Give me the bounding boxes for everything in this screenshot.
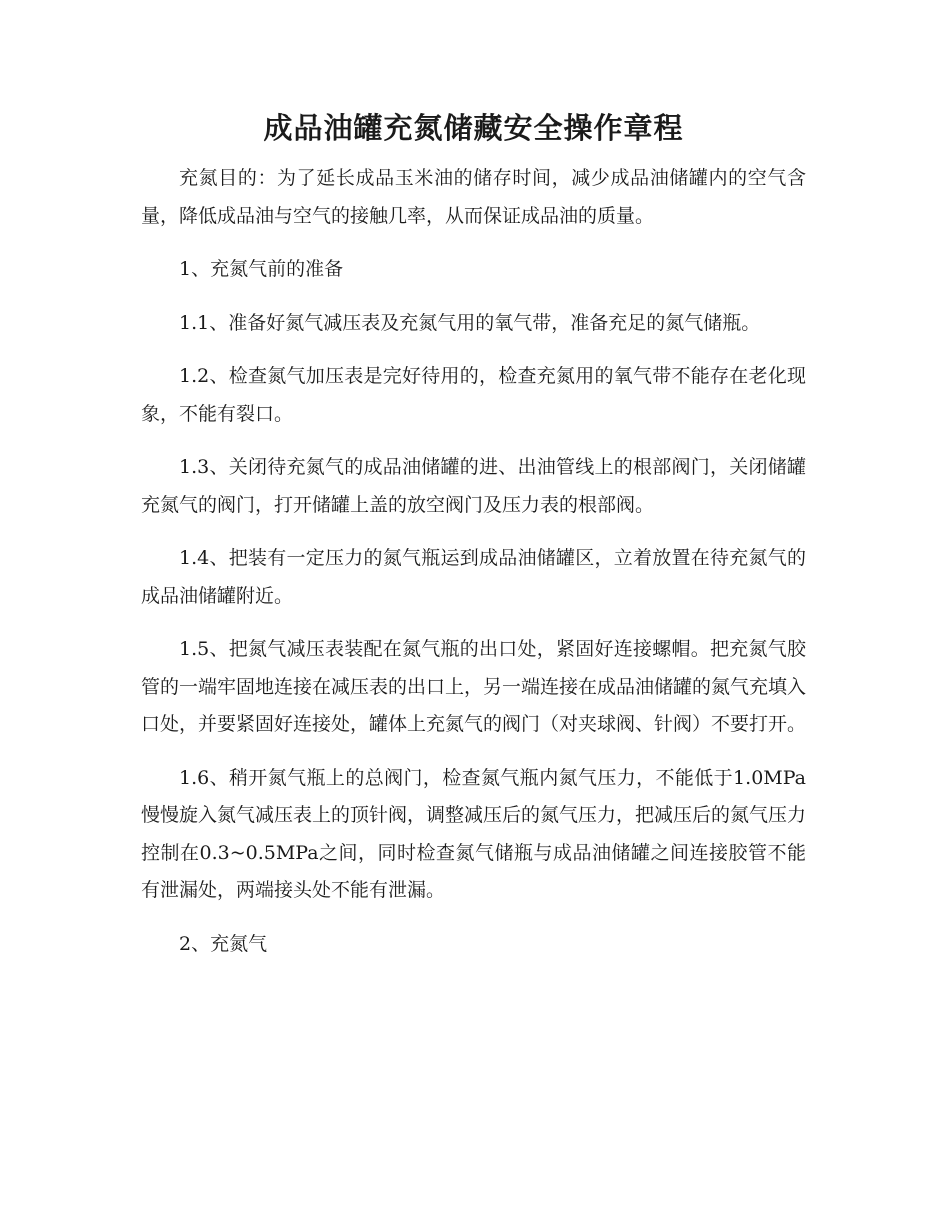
document-title: 成品油罐充氮储藏安全操作章程 xyxy=(263,111,684,145)
paragraph-1-3: 1.3、关闭待充氮气的成品油储罐的进、出油管线上的根部阀门，关闭储罐充氮气的阀门，打开储罐上盖的放空阀门及压力表的根部阀。 xyxy=(141,456,806,516)
paragraph-1-2: 1.2、检查氮气加压表是完好待用的，检查充氮用的氧气带不能存在老化现象，不能有裂口。 xyxy=(141,365,806,425)
paragraph-1-5: 1.5、把氮气减压表装配在氮气瓶的出口处，紧固好连接螺帽。把充氮气胶管的一端牢固地连接在减压表的出口上，另一端连接在成品油储罐的氮气充填入口处，并要紧固好连接处，罐体上充氮气的阀门（对夹球阀、针阀）不要打开。 xyxy=(141,638,807,735)
paragraph-1-1: 1.1、准备好氮气减压表及充氮气用的氧气带，准备充足的氮气储瓶。 xyxy=(179,311,761,334)
paragraph-1-4: 1.4、把装有一定压力的氮气瓶运到成品油储罐区，立着放置在待充氮气的成品油储罐附近。 xyxy=(141,547,806,607)
document-page xyxy=(141,108,806,979)
paragraph-purpose: 充氮目的：为了延长成品玉米油的储存时间，减少成品油储罐内的空气含量，降低成品油与空气的接触几率，从而保证成品油的质量。 xyxy=(141,167,806,227)
section-heading-2: 2、充氮气 xyxy=(179,932,268,955)
section-heading-1: 1、充氮气前的准备 xyxy=(179,258,344,280)
paragraph-1-6: 1.6、稍开氮气瓶上的总阀门，检查氮气瓶内氮气压力，不能低于1.0MPa慢慢旋入氮气减压表上的顶针阀，调整减压后的氮气压力，把减压后的氮气压力控制在0.3~0.5MPa之间，同时检查氮气储瓶与成品油储罐之间连接胶管不能有泄漏处，两端接头处不能有泄漏。 xyxy=(141,766,807,901)
